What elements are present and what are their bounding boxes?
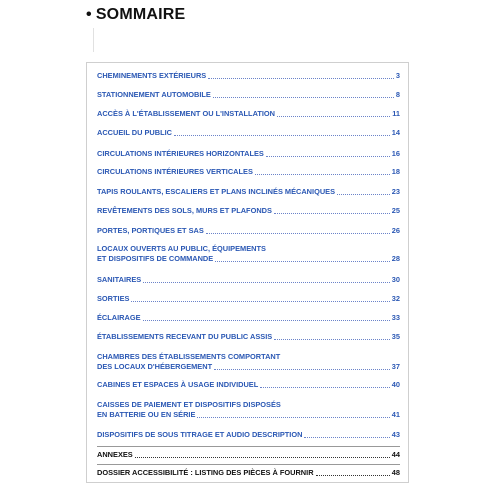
title-bullet: • bbox=[86, 6, 92, 23]
toc-entry-page: 43 bbox=[391, 430, 400, 439]
toc-entry-page: 48 bbox=[391, 468, 400, 477]
toc-entry-page: 8 bbox=[395, 90, 400, 99]
toc-entry-circulations-horizontales[interactable] bbox=[97, 149, 400, 159]
toc-leader-dots bbox=[208, 78, 394, 79]
toc-leader-dots bbox=[274, 339, 390, 340]
toc-leader-dots bbox=[197, 417, 389, 418]
toc-entry-acces[interactable] bbox=[97, 109, 400, 119]
toc-entry-cabines[interactable] bbox=[97, 380, 400, 390]
toc-entry-label-line1: CAISSES DE PAIEMENT ET DISPOSITIFS DISPOSÉS bbox=[97, 400, 281, 409]
toc-entry-page: 37 bbox=[391, 362, 400, 371]
toc-leader-dots bbox=[215, 261, 390, 262]
toc-entry-page: 35 bbox=[391, 332, 400, 341]
toc-entry-label: CIRCULATIONS INTÉRIEURES HORIZONTALES bbox=[97, 149, 264, 158]
table-of-contents bbox=[86, 62, 409, 483]
toc-entry-page: 26 bbox=[391, 226, 400, 235]
toc-separator bbox=[97, 464, 400, 465]
toc-leader-dots bbox=[337, 194, 390, 195]
toc-leader-dots bbox=[174, 135, 390, 136]
toc-entry-label: CABINES ET ESPACES À USAGE INDIVIDUEL bbox=[97, 380, 259, 389]
toc-entry-page: 41 bbox=[391, 410, 400, 419]
toc-entry-page: 32 bbox=[391, 294, 400, 303]
toc-entry-label-line2: ET DISPOSITIFS DE COMMANDE bbox=[97, 254, 214, 263]
toc-entry-caisses[interactable] bbox=[97, 400, 400, 420]
toc-entry-label-line1: CHAMBRES DES ÉTABLISSEMENTS COMPORTANT bbox=[97, 352, 281, 361]
toc-leader-dots bbox=[255, 174, 390, 175]
toc-entry-label: STATIONNEMENT AUTOMOBILE bbox=[97, 90, 211, 99]
toc-leader-dots bbox=[260, 387, 390, 388]
toc-entry-label: ÉCLAIRAGE bbox=[97, 313, 141, 322]
toc-entry-page: 14 bbox=[391, 128, 400, 137]
toc-entry-page: 11 bbox=[392, 109, 400, 118]
toc-entry-page: 3 bbox=[395, 71, 400, 80]
toc-entry-sanitaires[interactable] bbox=[97, 275, 400, 285]
toc-leader-dots bbox=[213, 97, 394, 98]
toc-entry-label: ÉTABLISSEMENTS RECEVANT DU PUBLIC ASSIS bbox=[97, 332, 273, 341]
toc-entry-page: 44 bbox=[391, 450, 400, 459]
toc-leader-dots bbox=[304, 437, 389, 438]
toc-entry-label: CHEMINEMENTS EXTÉRIEURS bbox=[97, 71, 207, 80]
toc-entry-circulations-verticales[interactable] bbox=[97, 167, 400, 177]
toc-entry-label: REVÊTEMENTS DES SOLS, MURS ET PLAFONDS bbox=[97, 206, 272, 215]
toc-leader-dots bbox=[316, 475, 390, 476]
toc-entry-page: 33 bbox=[391, 313, 400, 322]
toc-entry-stationnement[interactable] bbox=[97, 90, 400, 100]
toc-entry-cheminements[interactable] bbox=[97, 71, 400, 81]
toc-entry-label: DOSSIER ACCESSIBILITÉ : LISTING DES PIÈCES À FOURNIR bbox=[97, 468, 314, 477]
toc-entry-page: 30 bbox=[391, 275, 400, 284]
page-title bbox=[86, 6, 185, 24]
toc-entry-page: 25 bbox=[391, 206, 400, 215]
toc-entry-label: SORTIES bbox=[97, 294, 130, 303]
toc-separator bbox=[97, 446, 400, 447]
toc-entry-label-line1: LOCAUX OUVERTS AU PUBLIC, ÉQUIPEMENTS bbox=[97, 244, 266, 253]
toc-entry-page: 28 bbox=[391, 254, 400, 263]
toc-entry-label: PORTES, PORTIQUES ET SAS bbox=[97, 226, 204, 235]
decorative-line bbox=[93, 28, 94, 52]
toc-entry-page: 16 bbox=[391, 149, 400, 158]
toc-entry-label: DISPOSITIFS DE SOUS TITRAGE ET AUDIO DESCRIPTION bbox=[97, 430, 303, 439]
toc-entry-erp-assis[interactable] bbox=[97, 332, 400, 342]
toc-leader-dots bbox=[131, 301, 389, 302]
toc-leader-dots bbox=[143, 320, 390, 321]
toc-leader-dots bbox=[277, 116, 390, 117]
toc-leader-dots bbox=[206, 233, 390, 234]
toc-entry-sous-titrage[interactable] bbox=[97, 430, 400, 440]
toc-entry-label: TAPIS ROULANTS, ESCALIERS ET PLANS INCLINÉS MÉCANIQUES bbox=[97, 187, 336, 196]
toc-leader-dots bbox=[266, 156, 390, 157]
toc-leader-dots bbox=[274, 213, 390, 214]
toc-entry-label: SANITAIRES bbox=[97, 275, 142, 284]
toc-leader-dots bbox=[135, 457, 390, 458]
toc-entry-label: ACCÈS À L'ÉTABLISSEMENT OU L'INSTALLATION bbox=[97, 109, 276, 118]
title-text: SOMMAIRE bbox=[95, 6, 186, 23]
toc-leader-dots bbox=[214, 369, 390, 370]
toc-entry-page: 40 bbox=[391, 380, 400, 389]
toc-entry-sorties[interactable] bbox=[97, 294, 400, 304]
toc-entry-label: ACCUEIL DU PUBLIC bbox=[97, 128, 173, 137]
toc-entry-dossier-accessibilite[interactable] bbox=[97, 468, 400, 478]
toc-entry-label: ANNEXES bbox=[97, 450, 133, 459]
toc-entry-tapis-roulants[interactable] bbox=[97, 187, 400, 197]
toc-entry-label-line2: EN BATTERIE OU EN SÉRIE bbox=[97, 410, 196, 419]
toc-entry-accueil[interactable] bbox=[97, 128, 400, 138]
toc-entry-revetements[interactable] bbox=[97, 206, 400, 216]
toc-entry-chambres[interactable] bbox=[97, 352, 400, 372]
toc-entry-portes[interactable] bbox=[97, 226, 400, 236]
toc-entry-page: 18 bbox=[391, 167, 400, 176]
toc-entry-label: CIRCULATIONS INTÉRIEURES VERTICALES bbox=[97, 167, 253, 176]
toc-entry-label-line2: DES LOCAUX D'HÉBERGEMENT bbox=[97, 362, 213, 371]
toc-leader-dots bbox=[143, 282, 390, 283]
toc-entry-eclairage[interactable] bbox=[97, 313, 400, 323]
toc-entry-page: 23 bbox=[391, 187, 400, 196]
toc-entry-locaux-ouverts[interactable] bbox=[97, 244, 400, 264]
toc-entry-annexes[interactable] bbox=[97, 450, 400, 460]
